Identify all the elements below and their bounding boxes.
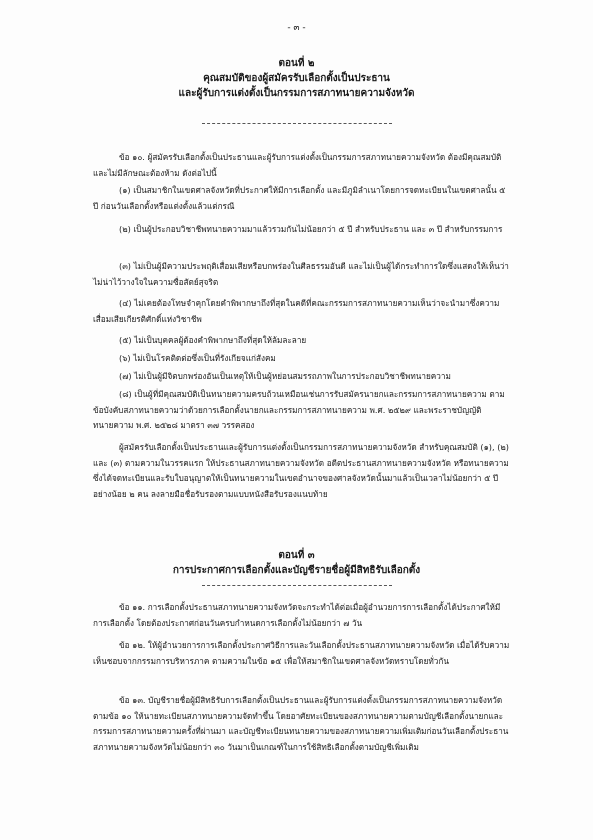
section-2-label: ตอนที่ ๒ xyxy=(278,58,315,69)
clause-10-item-4: (๔) ไม่เคยต้องโทษจำคุกโดยคำพิพากษาถึงที่สุดในคดีที่คณะกรรมการสภาทนายความเห็นว่าจะนำมาซึ่งความเสื่อมเสียเกียรติศักดิ์แห่งวิชาชีพ xyxy=(93,298,500,324)
clause-10-item-2: (๒) เป็นผู้ประกอบวิชาชีพทนายความมาแล้วรวมกันไม่น้อยกว่า ๕ ปี สำหรับประธาน และ ๓ ปี สำหรับกรรมการ xyxy=(119,224,503,234)
clause-10-endorsement-paragraph: ผู้สมัครรับเลือกตั้งเป็นประธานและผู้รับการแต่งตั้งเป็นกรรมการสภาทนายความจังหวัด สำหรับคุณสมบัติ (๑), (๒) และ (๓) ตามความในวรรคแรก ให้ประธานสภาทนายความจังหวัด อดีตประธานสภาทนายความจังหวัด หรือทนายความซึ่งได้จดทะเบียนและรับใบอนุญาตให้เป็นทนายความในเขตอำนาจของศาลจังหวัดนั้นมาแล้วเป็นเวลาไม่น้อยกว่า ๕ ปี อย่างน้อย ๒ คน ลงลายมือชื่อรับรองตามแบบหนังสือรับรองแนบท้าย xyxy=(93,442,509,499)
clause-12-paragraph: ข้อ ๑๒. ให้ผู้อำนวยการการเลือกตั้งประกาศวิธีการและวันเลือกตั้งประธานสภาทนายความจังหวัด เมื่อได้รับความเห็นชอบจากกรรมการบริหารภาค ตามความในข้อ ๑๕ เพื่อให้สมาชิกในเขตศาลจังหวัดทราบโดยทั่วกัน xyxy=(93,640,510,666)
section-3-heading xyxy=(0,548,593,578)
section-3-label: ตอนที่ ๓ xyxy=(278,550,315,561)
clause-10-item-3: (๓) ไม่เป็นผู้มีความประพฤติเสื่อมเสียหรือบกพร่องในศีลธรรมอันดี และไม่เป็นผู้ได้กระทำการใดซึ่งแสดงให้เห็นว่าไม่น่าไว้วางใจในความซื่อสัตย์สุจริต xyxy=(93,261,509,287)
page-number: - ๓ - xyxy=(287,23,306,33)
clause-10-item-1: (๑) เป็นสมาชิกในเขตศาลจังหวัดที่ประกาศให้มีการเลือกตั้ง และมีภูมิลำเนาโดยการจดทะเบียนในเขตศาลนั้น ๕ ปี ก่อนวันเลือกตั้งหรือแต่งตั้งแล้วแต่กรณี xyxy=(93,185,506,211)
clause-10-item-6: (๖) ไม่เป็นโรคติดต่อซึ่งเป็นที่รังเกียจแก่สังคม xyxy=(119,353,276,363)
section-2-divider xyxy=(202,123,392,124)
section-3-divider xyxy=(202,585,392,586)
clause-13-paragraph: ข้อ ๑๓. บัญชีรายชื่อผู้มีสิทธิรับการเลือกตั้งเป็นประธานและผู้รับการแต่งตั้งเป็นกรรมการสภาทนายความจังหวัดตามข้อ ๑๐ ให้นายทะเบียนสภาทนายความจัดทำขึ้น โดยอาศัยทะเบียนของสภาทนายความตามบัญชีเลือกตั้งนายกและกรรมการสภาทนายความครั้งที่ผ่านมา และบัญชีทะเบียนทนายความของสภาทนายความเพิ่มเติมก่อนวันเลือกตั้งประธานสภาทนายความจังหวัดไม่น้อยกว่า ๓๐ วันมาเป็นเกณฑ์ในการใช้สิทธิเลือกตั้งตามบัญชีเพิ่มเติม xyxy=(93,695,509,752)
clause-10-item-8: (๘) เป็นผู้ที่มีคุณสมบัติเป็นทนายความครบถ้วนเหมือนเช่นการรับสมัครนายกและกรรมการสภาทนายความ ตามข้อบังคับสภาทนายความว่าด้วยการเลือกตั้งนายกและกรรมการสภาทนายความ พ.ศ. ๒๕๒๙ และพระราชบัญญัติทนายความ พ.ศ. ๒๕๒๘ มาตรา ๓๗ วรรคสอง xyxy=(93,389,505,430)
section-2-title-line-2: และผู้รับการแต่งตั้งเป็นกรรมการสภาทนายความจังหวัด xyxy=(178,88,415,99)
clause-10-paragraph: ข้อ ๑๐. ผู้สมัครรับเลือกตั้งเป็นประธานและผู้รับการแต่งตั้งเป็นกรรมการสภาทนายความจังหวัด ต้องมีคุณสมบัติ และไม่มีลักษณะต้องห้าม ดังต่อไปนี้ xyxy=(93,152,502,178)
clause-11-paragraph: ข้อ ๑๑. การเลือกตั้งประธานสภาทนายความจังหวัดจะกระทำได้ต่อเมื่อผู้อำนวยการการเลือกตั้งได้ประกาศให้มีการเลือกตั้ง โดยต้องประกาศก่อนวันครบกำหนดการเลือกตั้งไม่น้อยกว่า ๗ วัน xyxy=(93,602,501,628)
section-2-heading xyxy=(0,56,593,101)
section-2-title-line-1: คุณสมบัติของผู้สมัครรับเลือกตั้งเป็นประธาน xyxy=(203,73,390,84)
clause-10-item-5: (๕) ไม่เป็นบุคคลผู้ต้องคำพิพากษาถึงที่สุดให้ล้มละลาย xyxy=(119,335,307,345)
section-3-title: การประกาศการเลือกตั้งและบัญชีรายชื่อผู้มีสิทธิรับเลือกตั้ง xyxy=(172,565,421,576)
clause-10-item-7: (๗) ไม่เป็นผู้มีจิตบกพร่องอันเป็นเหตุให้เป็นผู้หย่อนสมรรถภาพในการประกอบวิชาชีพทนายความ xyxy=(119,371,451,381)
